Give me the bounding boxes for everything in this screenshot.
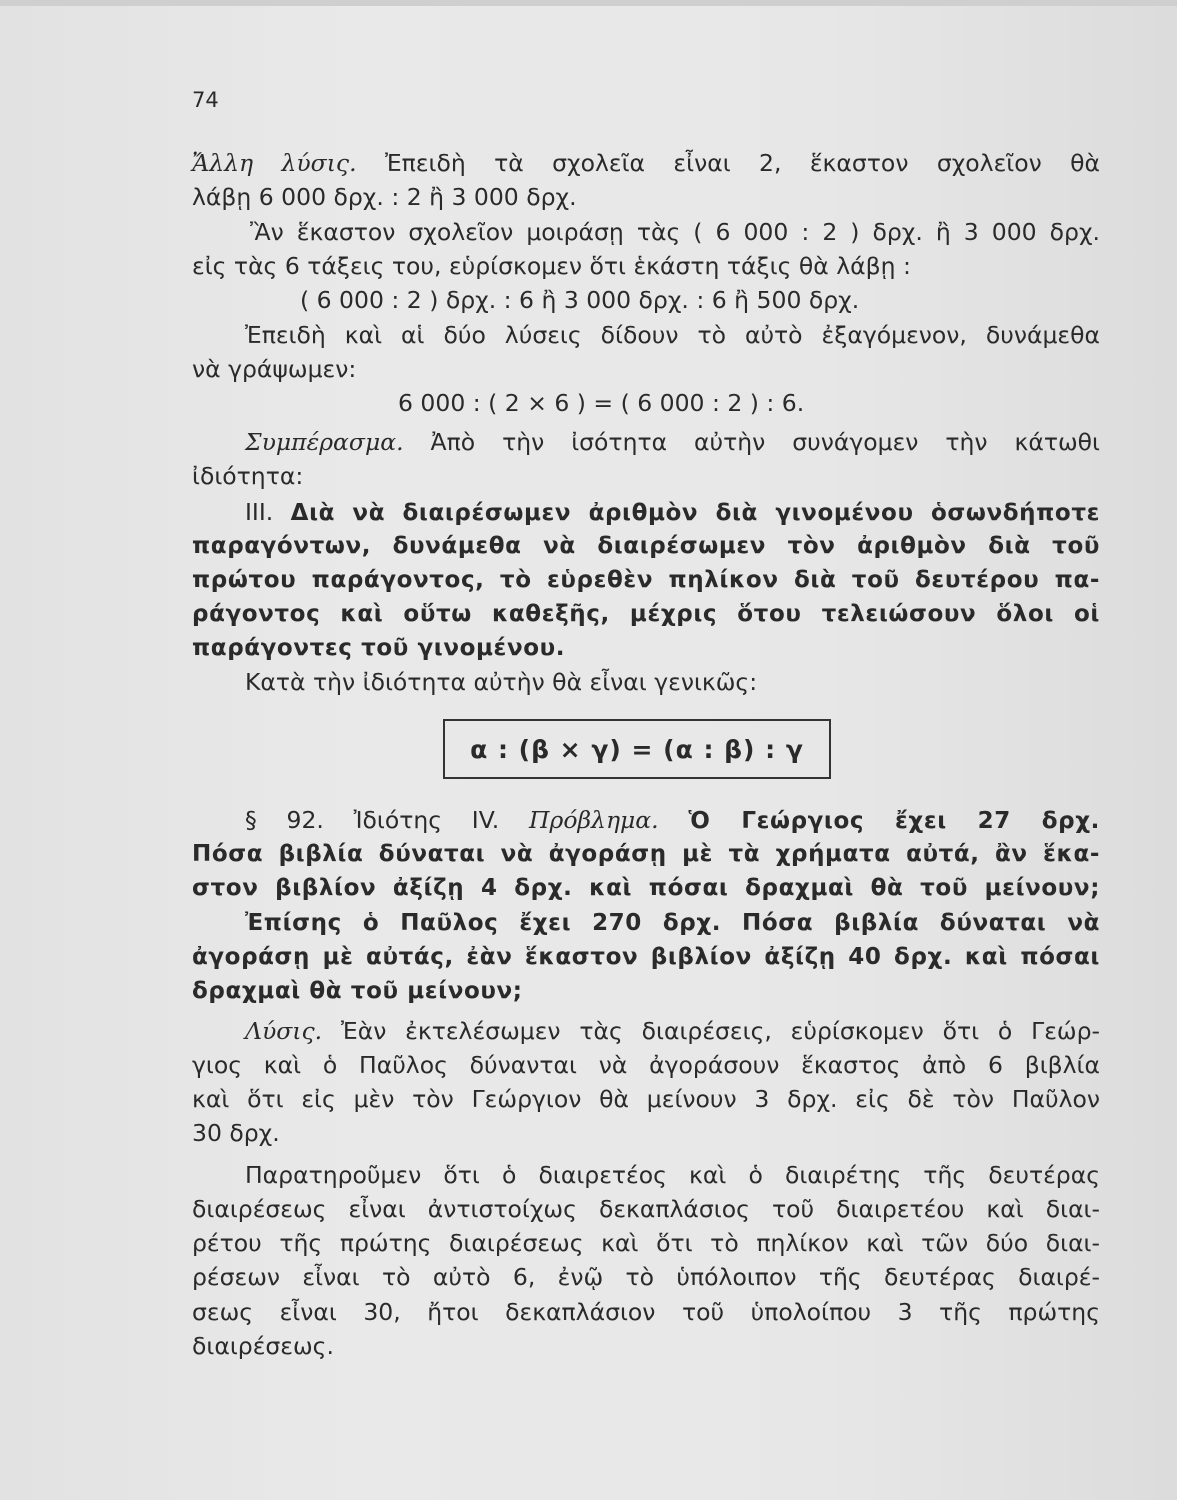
alt-solution-line-5: ( 6 000 : 2 ) δρχ. : 6 ἢ 3 000 δρχ. : 6 ἢ 500 δρχ.	[300, 286, 860, 314]
section92-line-6: δραχμαὶ θὰ τοῦ μείνουν;	[192, 978, 523, 1004]
alt-solution-line-1	[192, 146, 1100, 180]
problem-label: Πρόβλημα.	[529, 806, 659, 834]
alt-solution-line-7: νὰ γράψωμεν:	[192, 355, 357, 383]
observation-line-3: ρέτου τῆς πρώτης διαιρέσεως καὶ ὅτι τὸ πηλίκον καὶ τῶν δύο διαι-	[192, 1229, 1100, 1257]
alt-solution-label: Ἄλλη λύσις.	[192, 149, 357, 177]
property-line-4: ράγοντος καὶ οὕτω καθεξῆς, μέχρις ὅτου τελειώσουν ὅλοι οἱ	[192, 601, 1100, 627]
formula-text: α : (β × γ) = (α : β) : γ	[470, 734, 804, 764]
conclusion-label: Συμπέρασμα.	[245, 428, 404, 456]
conclusion-line-1	[245, 425, 1100, 459]
section92-line-3: στον βιβλίον ἀξίζῃ 4 δρχ. καὶ πόσαι δραχμαὶ θὰ τοῦ μείνουν;	[192, 875, 1100, 901]
observation-line-1: Παρατηροῦμεν ὅτι ὁ διαιρετέος καὶ ὁ διαιρέτης τῆς δευτέρας	[245, 1161, 1100, 1189]
solution-line-4: 30 δρχ.	[192, 1119, 280, 1147]
property-numeral: III.	[245, 498, 274, 526]
page-top-edge	[0, 0, 1177, 6]
solution-label: Λύσις.	[245, 1017, 323, 1045]
alt-solution-line-2: λάβῃ 6 000 δρχ. : 2 ἢ 3 000 δρχ.	[192, 183, 577, 211]
property-line-5: παράγοντες τοῦ γινομένου.	[192, 635, 566, 661]
section92-line-1-text: Ὁ Γεώργιος ἔχει 27 δρχ.	[688, 808, 1100, 834]
section92-line-4: Ἐπίσης ὁ Παῦλος ἔχει 270 δρχ. Πόσα βιβλία δύναται νὰ	[245, 910, 1100, 936]
solution-text: Ἐὰν ἐκτελέσωμεν τὰς διαιρέσεις, εὑρίσκομεν ὅτι ὁ Γεώρ-	[322, 1017, 1100, 1045]
section92-line-5: ἀγοράσῃ μὲ αὐτάς, ἐὰν ἕκαστον βιβλίον ἀξίζῃ 40 δρχ. καὶ πόσαι	[192, 944, 1100, 970]
observation-line-6: διαιρέσεως.	[192, 1332, 334, 1360]
alt-solution-line-6: Ἐπειδὴ καὶ αἱ δύο λύσεις δίδουν τὸ αὐτὸ ἐξαγόμενον, δυνάμεθα	[245, 321, 1100, 349]
solution-line-1	[245, 1014, 1100, 1048]
alt-solution-equation: 6 000 : ( 2 × 6 ) = ( 6 000 : 2 ) : 6.	[398, 389, 805, 417]
alt-solution-line-4: εἰς τὰς 6 τάξεις του, εὑρίσκομεν ὅτι ἑκάστη τάξις θὰ λάβῃ :	[192, 252, 911, 280]
conclusion-line-2: ἰδιότητα:	[192, 462, 304, 490]
observation-line-5: σεως εἶναι 30, ἤτοι δεκαπλάσιον τοῦ ὑπολοίπου 3 τῆς πρώτης	[192, 1298, 1100, 1326]
property-general-intro: Κατὰ τὴν ἰδιότητα αὐτὴν θὰ εἶναι γενικῶς:	[245, 668, 758, 696]
property-line-1	[245, 495, 1100, 530]
solution-line-3: καὶ ὅτι εἰς μὲν τὸν Γεώργιον θὰ μείνουν 3 δρχ. εἰς δὲ τὸν Παῦλον	[192, 1085, 1100, 1113]
conclusion-text: Ἀπὸ τὴν ἰσότητα αὐτὴν συνάγομεν τὴν κάτωθι	[403, 428, 1100, 456]
observation-line-2: διαιρέσεως εἶναι ἀντιστοίχως δεκαπλάσιος τοῦ διαιρετέου καὶ διαι-	[192, 1195, 1100, 1223]
section92-heading: § 92. Ἰδιότης IV.	[245, 806, 500, 834]
page-number: 74	[192, 88, 219, 112]
alt-solution-text: Ἐπειδὴ τὰ σχολεῖα εἶναι 2, ἕκαστον σχολεῖον θὰ	[356, 149, 1100, 177]
observation-line-4: ρέσεων εἶναι τὸ αὐτὸ 6, ἐνῷ τὸ ὑπόλοιπον τῆς δευτέρας διαιρέ-	[192, 1263, 1100, 1291]
property-line-3: πρώτου παράγοντος, τὸ εὑρεθὲν πηλίκον διὰ τοῦ δευτέρου πα-	[192, 567, 1100, 593]
section92-line-2: Πόσα βιβλία δύναται νὰ ἀγοράσῃ μὲ τὰ χρήματα αὐτά, ἂν ἕκα-	[192, 841, 1100, 867]
property-line-2: παραγόντων, δυνάμεθα νὰ διαιρέσωμεν τὸν ἀριθμὸν διὰ τοῦ	[192, 533, 1100, 559]
alt-solution-line-3: Ἂν ἕκαστον σχολεῖον μοιράσῃ τὰς ( 6 000 : 2 ) δρχ. ἢ 3 000 δρχ.	[250, 218, 1100, 246]
section92-line-1	[245, 803, 1100, 838]
boxed-formula	[443, 719, 831, 779]
property-line-1-text: Διὰ νὰ διαιρέσωμεν ἀριθμὸν διὰ γινομένου ὁσωνδήποτε	[273, 500, 1100, 526]
solution-line-2: γιος καὶ ὁ Παῦλος δύνανται νὰ ἀγοράσουν ἕκαστος ἀπὸ 6 βιβλία	[192, 1051, 1100, 1079]
